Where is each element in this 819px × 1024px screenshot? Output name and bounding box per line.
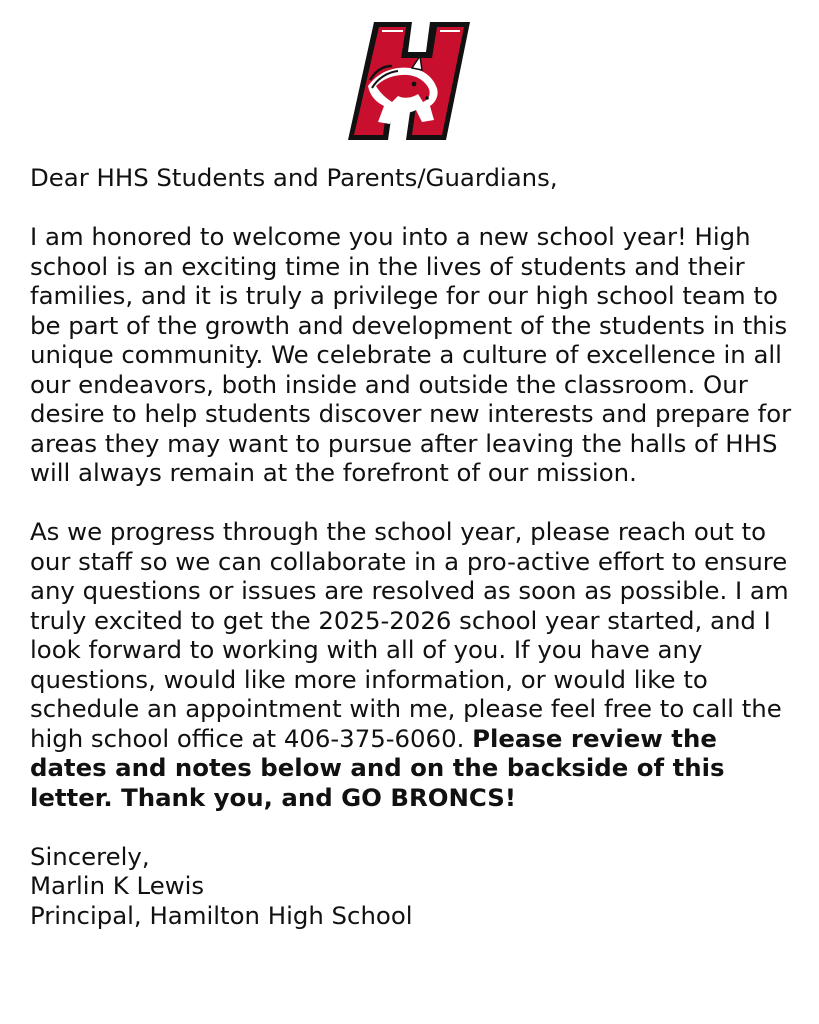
letter-body bbox=[30, 163, 800, 930]
spacer bbox=[30, 193, 800, 223]
paragraph-contact-bold: Please review the dates and notes below and on the backside of this letter. Thank you, and GO BRONCS! bbox=[30, 723, 725, 812]
spacer bbox=[30, 488, 800, 518]
signature-block bbox=[30, 842, 800, 931]
spacer bbox=[30, 812, 800, 842]
paragraph-welcome: I am honored to welcome you into a new school year! High school is an exciting time in the lives of students and their families, and it is truly a privilege for our high school team to be part of the growth and development of the students in this unique community. We celebrate a culture of excellence in all our endeavors, both inside and outside the classroom. Our desire to help students discover new interests and prepare for areas they may want to pursue after leaving the halls of HHS will always remain at the forefront of our mission. bbox=[30, 222, 792, 487]
school-logo bbox=[348, 22, 470, 140]
paragraph-contact-text: As we progress through the school year, please reach out to our staff so we can collaborate in a pro-active effort to ensure any questions or issues are resolved as soon as possible. I am truly excited to get the 2025-2026 school year started, and I look forward to working with all of you. If you have any questions, would like more information, or would like to schedule an appointment with me, please feel free to call the high school office at 406-375-6060. bbox=[30, 517, 789, 753]
closing: Sincerely, bbox=[30, 841, 150, 871]
greeting: Dear HHS Students and Parents/Guardians, bbox=[30, 163, 558, 192]
signer-title: Principal, Hamilton High School bbox=[30, 900, 413, 930]
paragraph-contact bbox=[30, 517, 800, 812]
signer-name: Marlin K Lewis bbox=[30, 871, 205, 900]
bronco-h-icon bbox=[348, 22, 470, 140]
